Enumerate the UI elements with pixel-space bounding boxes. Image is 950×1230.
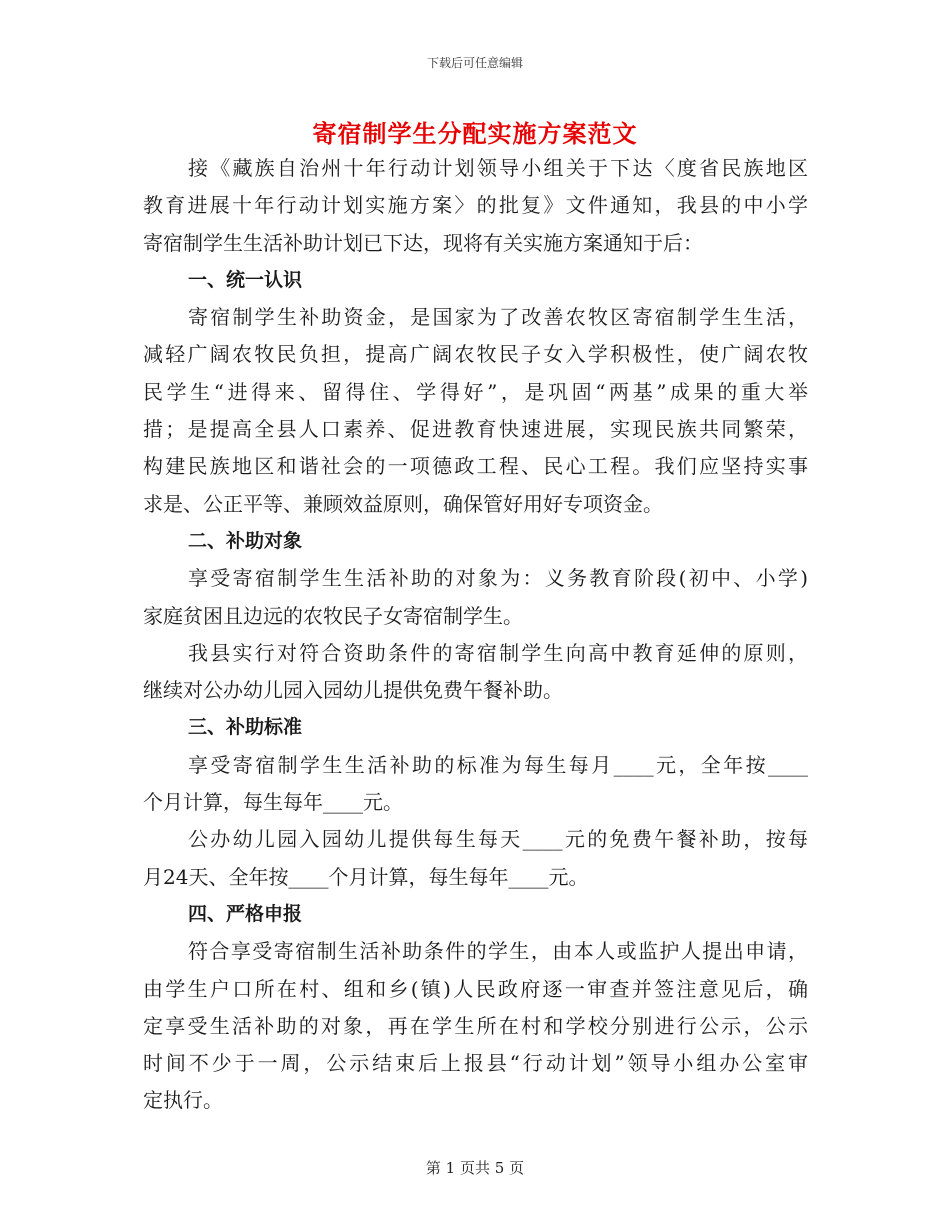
paragraph-line: 构建民族地区和谐社会的一项德政工程、民心工程。我们应坚持实事 [143,454,808,479]
paragraph-line: 公办幼儿园入园幼儿提供每生每天____元的免费午餐补助，按每 [188,827,808,852]
section-heading: 四、严格申报 [188,902,303,925]
paragraph-line: 继续对公办幼儿园入园幼儿提供免费午餐补助。 [143,678,563,703]
paragraph-line: 享受寄宿制学生生活补助的标准为每生每月____元，全年按____ [188,752,808,777]
section-heading: 三、补助标准 [188,716,303,739]
page-header: 下载后可任意编辑 [426,56,523,70]
paragraph-line: 寄宿制学生补助资金，是国家为了改善农牧区寄宿制学生生活， [188,305,808,330]
paragraph-line: 享受寄宿制学生生活补助的对象为：义务教育阶段(初中、小学) [188,566,808,591]
paragraph-line: 家庭贫困且边远的农牧民子女寄宿制学生。 [143,603,523,628]
paragraph-line: 接《藏族自治州十年行动计划领导小组关于下达〈度省民族地区 [188,156,808,180]
page-footer: 第 1 页共 5 页 [425,1159,525,1177]
document-body [143,150,808,1120]
paragraph-line: 月24天、全年按____个月计算，每生每年____元。 [143,864,589,889]
paragraph-line: 时间不少于一周，公示结束后上报县“行动计划”领导小组办公室审 [143,1051,808,1076]
paragraph-line: 我县实行对符合资助条件的寄宿制学生向高中教育延伸的原则， [188,640,808,665]
paragraph-line: 寄宿制学生生活补助计划已下达，现将有关实施方案通知于后： [143,230,703,255]
paragraph-line: 定执行。 [143,1088,223,1113]
paragraph-line: 民学生“进得来、留得住、学得好”，是巩固“两基”成果的重大举 [143,379,808,404]
paragraph-line: 符合享受寄宿制生活补助条件的学生，由本人或监护人提出申请， [188,939,808,964]
paragraph-line: 减轻广阔农牧民负担，提高广阔农牧民子女入学积极性，使广阔农牧 [143,342,808,367]
paragraph-line: 求是、公正平等、兼顾效益原则，确保管好用好专项资金。 [143,491,663,516]
paragraph-line: 由学生户口所在村、组和乡(镇)人民政府逐一审查并签注意见后，确 [143,976,808,1001]
section-heading: 一、统一认识 [188,268,303,291]
paragraph-line: 定享受生活补助的对象，再在学生所在村和学校分别进行公示，公示 [143,1013,808,1038]
paragraph-line: 个月计算，每生每年____元。 [143,790,403,815]
paragraph-line: 教育进展十年行动计划实施方案〉的批复》文件通知，我县的中小学 [143,193,808,218]
document-title: 寄宿制学生分配实施方案范文 [312,120,638,148]
paragraph-line: 措；是提高全县人口素养、促进教育快速进展，实现民族共同繁荣， [143,417,808,442]
section-heading: 二、补助对象 [188,529,303,552]
